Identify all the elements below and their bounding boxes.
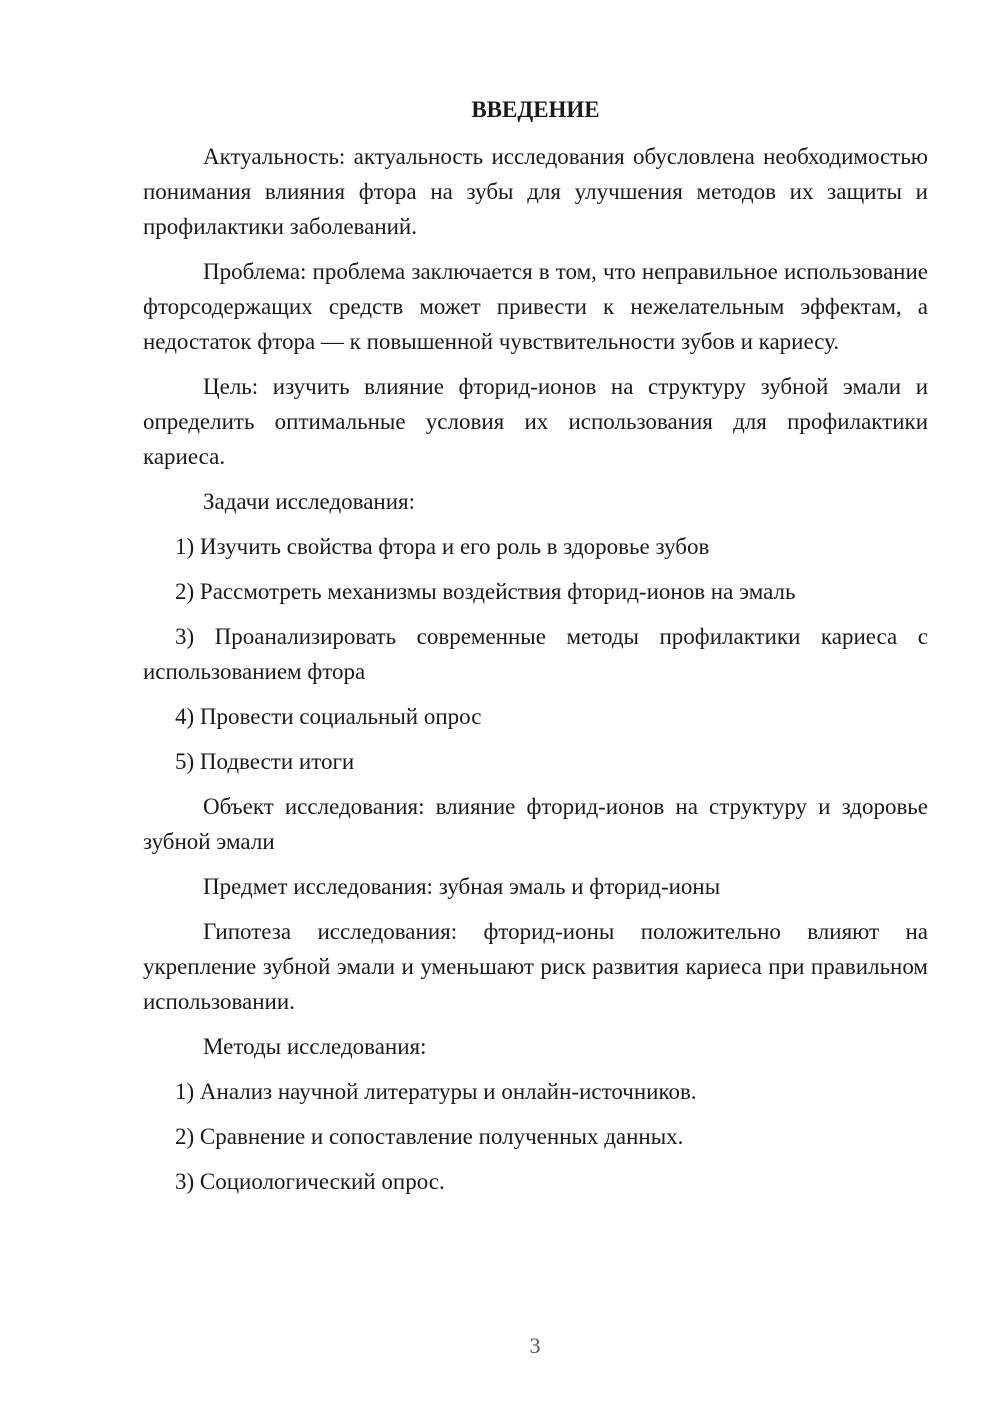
section-title: ВВЕДЕНИЕ	[471, 97, 600, 122]
methods-heading: Методы исследования:	[203, 1034, 427, 1059]
task-item: 2) Рассмотреть механизмы воздействия фторид-ионов на эмаль	[175, 579, 796, 604]
page-body	[143, 92, 928, 1209]
object-paragraph: Объект исследования: влияние фторид-ионов на структуру и здоровье зубной эмали	[143, 794, 928, 854]
subject-paragraph: Предмет исследования: зубная эмаль и фторид-ионы	[203, 874, 721, 899]
method-item: 1) Анализ научной литературы и онлайн-источников.	[175, 1079, 697, 1104]
goal-paragraph: Цель: изучить влияние фторид-ионов на структуру зубной эмали и определить оптимальные условия их использования для профилактики кариеса.	[143, 374, 928, 469]
relevance-paragraph: Актуальность: актуальность исследования обусловлена необходимостью понимания влияния фтора на зубы для улучшения методов их защиты и профилактики заболеваний.	[143, 144, 928, 239]
task-item: 1) Изучить свойства фтора и его роль в здоровье зубов	[175, 534, 710, 559]
hypothesis-paragraph: Гипотеза исследования: фторид-ионы положительно влияют на укрепление зубной эмали и уменьшают риск развития кариеса при правильном использовании.	[143, 919, 928, 1014]
task-item: 4) Провести социальный опрос	[175, 704, 482, 729]
page-number: 3	[529, 1333, 541, 1358]
task-item: 3) Проанализировать современные методы профилактики кариеса с использованием фтора	[143, 624, 928, 684]
method-item: 2) Сравнение и сопоставление полученных данных.	[175, 1124, 684, 1149]
method-item: 3) Социологический опрос.	[175, 1169, 445, 1194]
tasks-heading: Задачи исследования:	[203, 489, 416, 514]
problem-paragraph: Проблема: проблема заключается в том, что неправильное использование фторсодержащих средств может привести к нежелательным эффектам, а недостаток фтора — к повышенной чувствительности зубов и кариесу.	[143, 259, 928, 354]
task-item: 5) Подвести итоги	[175, 749, 355, 774]
